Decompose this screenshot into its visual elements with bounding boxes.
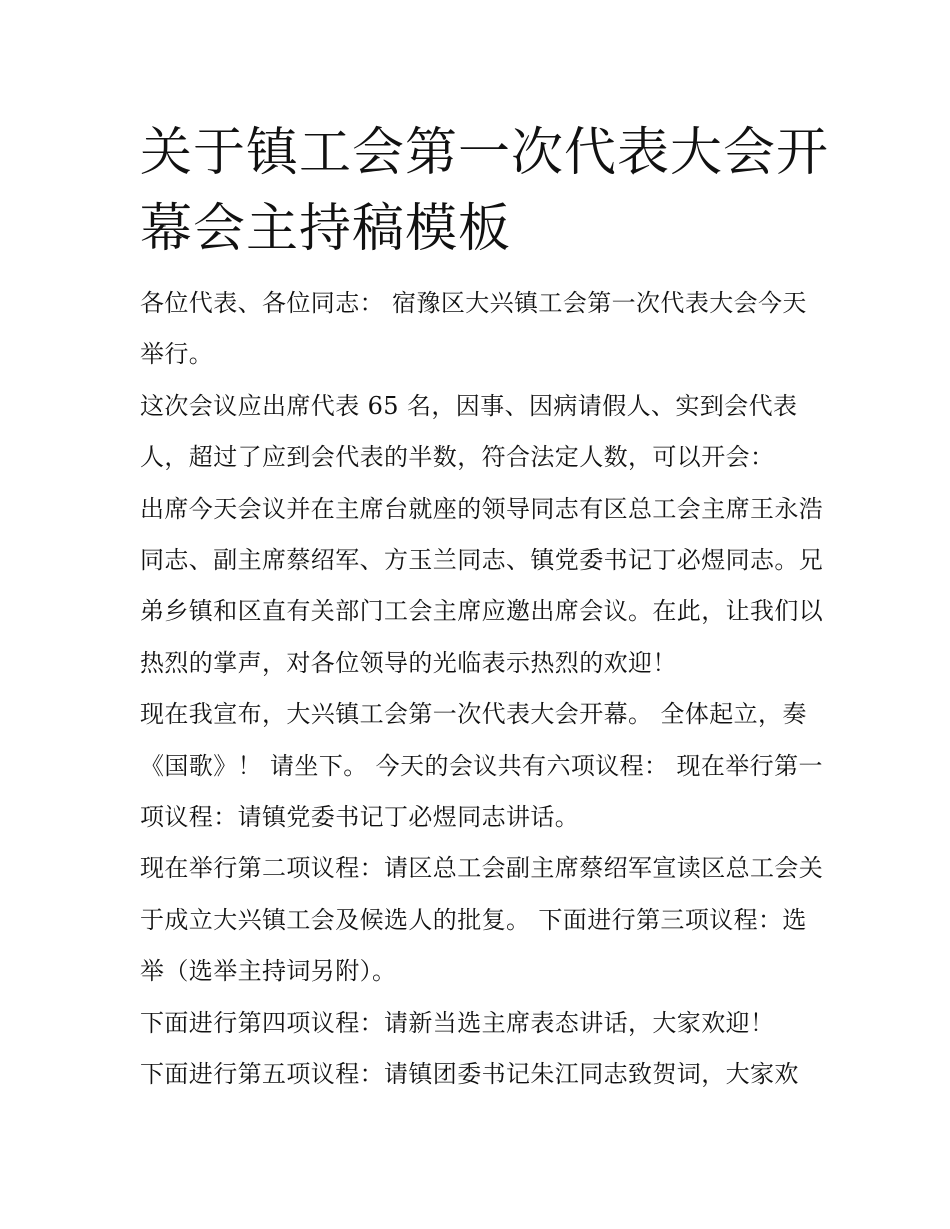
paragraph-attendance: 这次会议应出席代表 65 名，因事、因病请假人、实到会代表人，超过了应到会代表的半数，符合法定人数，可以开会：	[140, 391, 798, 472]
paragraph-greeting: 各位代表、各位同志： 宿豫区大兴镇工会第一次代表大会今天举行。	[140, 289, 807, 369]
paragraph-agenda-five: 下面进行第五项议程：请镇团委书记朱江同志致贺词，大家欢	[140, 1060, 799, 1089]
paragraph-leaders: 出席今天会议并在主席台就座的领导同志有区总工会主席王永浩同志、副主席蔡绍军、方玉兰同志、镇党委书记丁必煜同志。兄弟乡镇和区直有关部门工会主席应邀出席会议。在此，让我们以热烈的掌声，对各位领导的光临表示热烈的欢迎！	[140, 494, 824, 677]
document-body	[140, 278, 830, 1101]
paragraph-agenda-two-three: 现在举行第二项议程：请区总工会副主席蔡绍军宣读区总工会关于成立大兴镇工会及候选人的批复。 下面进行第三项议程：选举（选举主持词另附）。	[140, 854, 824, 986]
paragraph-opening: 现在我宣布，大兴镇工会第一次代表大会开幕。 全体起立，奏《国歌》！ 请坐下。 今天的会议共有六项议程： 现在举行第一项议程：请镇党委书记丁必煜同志讲话。	[140, 700, 823, 832]
paragraph-agenda-four: 下面进行第四项议程：请新当选主席表态讲话，大家欢迎！	[140, 1008, 775, 1037]
document-title: 关于镇工会第一次代表大会开幕会主持稿模板	[140, 123, 830, 259]
